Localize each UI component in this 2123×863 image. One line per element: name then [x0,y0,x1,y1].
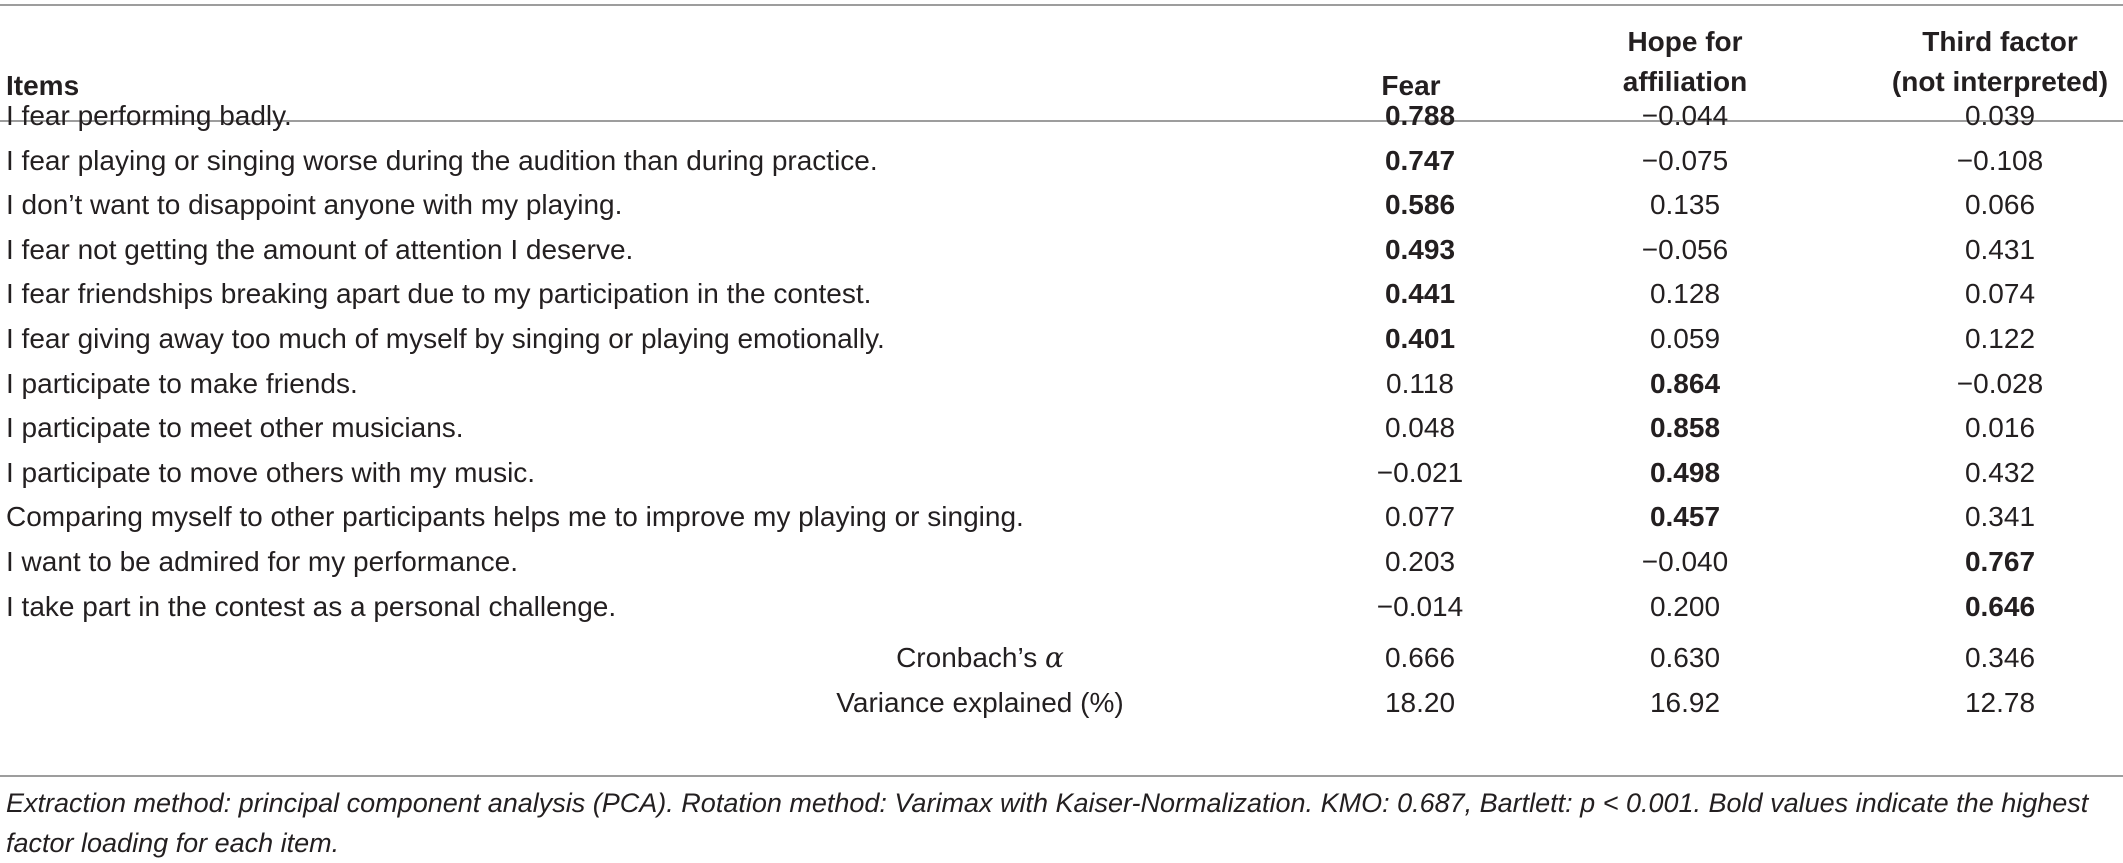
table-row [0,227,2123,272]
table-row [0,405,2123,450]
hope-cell: −0.056 [1641,233,1729,265]
item-cell: I participate to make friends. [6,367,358,399]
table-footnote: Extraction method: principal component analysis (PCA). Rotation method: Varimax with Kaiser-Normalization. KMO: 0.687, Bartlett: p < 0.001. Bold values indicate the highest factor loading for each item. [6,788,2089,858]
cronbach-hope-cell: 0.630 [1649,642,1721,673]
item-cell: I fear not getting the amount of attention I deserve. [6,233,634,265]
table-row [0,361,2123,406]
fear-cell: 0.747 [1384,144,1456,176]
table-row [0,539,2123,584]
fear-cell: 0.118 [1386,367,1454,399]
hope-cell: −0.075 [1641,144,1729,176]
fear-cell: 0.586 [1384,189,1456,221]
cronbach-fear-cell: 0.666 [1384,642,1456,673]
summary-row-cronbach [0,635,2123,680]
item-cell: I fear friendships breaking apart due to my participation in the contest. [6,278,872,310]
table-bottom-rule [0,775,2123,777]
fear-cell: 0.441 [1384,278,1456,310]
third-cell: 0.767 [1964,546,2036,577]
hope-cell: 0.200 [1649,590,1721,622]
fear-cell: −0.021 [1376,456,1464,488]
item-cell: I participate to meet other musicians. [6,412,464,444]
table-row [0,584,2123,629]
variance-third-cell: 12.78 [1964,687,2036,718]
table-row [0,316,2123,361]
table-row [0,271,2123,316]
item-cell: I take part in the contest as a personal challenge. [6,590,617,622]
column-header-items: Items [6,70,80,101]
item-cell: I fear playing or singing worse during the audition than during practice. [6,144,878,176]
third-cell: 0.646 [1964,590,2036,622]
hope-cell: −0.044 [1641,100,1729,131]
table-row [0,494,2123,539]
third-cell: 0.431 [1964,233,2036,265]
hope-cell: 0.858 [1649,412,1721,444]
table-row [0,93,2123,138]
third-cell: 0.016 [1964,412,2036,444]
item-cell: I fear performing badly. [6,100,292,131]
hope-cell: 0.059 [1649,323,1721,354]
third-cell: 0.341 [1964,501,2036,533]
item-cell: I participate to move others with my music. [6,456,536,488]
variance-explained-label: Variance explained (%) [836,687,1124,718]
column-header-hope-for-affiliation: Hope for affiliation [1622,26,1748,97]
table-row [0,182,2123,227]
variance-hope-cell: 16.92 [1649,687,1721,718]
table-row [0,450,2123,495]
table-row [0,138,2123,183]
fear-cell: 0.048 [1384,412,1456,444]
hope-cell: 0.864 [1649,367,1721,399]
third-cell: −0.028 [1956,367,2044,399]
hope-cell: −0.040 [1641,546,1729,577]
summary-row-variance [0,680,2123,725]
item-cell: I fear giving away too much of myself by singing or playing emotionally. [6,323,885,354]
fear-cell: 0.788 [1384,100,1456,131]
fear-cell: 0.077 [1384,501,1456,533]
third-cell: 0.066 [1964,189,2036,221]
table-top-rule [0,4,2123,6]
fear-cell: 0.203 [1384,546,1456,577]
hope-cell: 0.457 [1649,501,1721,533]
fear-cell: 0.493 [1384,233,1456,265]
item-cell: I don’t want to disappoint anyone with my playing. [6,189,623,221]
cronbach-alpha-label: Cronbach’s α [896,641,1064,674]
fear-cell: 0.401 [1384,323,1456,354]
column-header-fear: Fear [1381,70,1441,101]
third-cell: 0.432 [1964,456,2036,488]
third-cell: 0.039 [1964,100,2036,131]
item-cell: I want to be admired for my performance. [6,546,518,577]
third-cell: −0.108 [1956,144,2044,176]
column-header-third-factor: Third factor (not interpreted) [1891,26,2109,97]
fear-cell: −0.014 [1376,590,1464,622]
cronbach-third-cell: 0.346 [1964,642,2036,673]
hope-cell: 0.128 [1649,278,1721,310]
hope-cell: 0.135 [1649,189,1721,221]
third-cell: 0.074 [1964,278,2036,310]
item-cell: Comparing myself to other participants helps me to improve my playing or singing. [6,501,1024,533]
hope-cell: 0.498 [1649,456,1721,488]
variance-fear-cell: 18.20 [1384,687,1456,718]
third-cell: 0.122 [1964,323,2036,354]
